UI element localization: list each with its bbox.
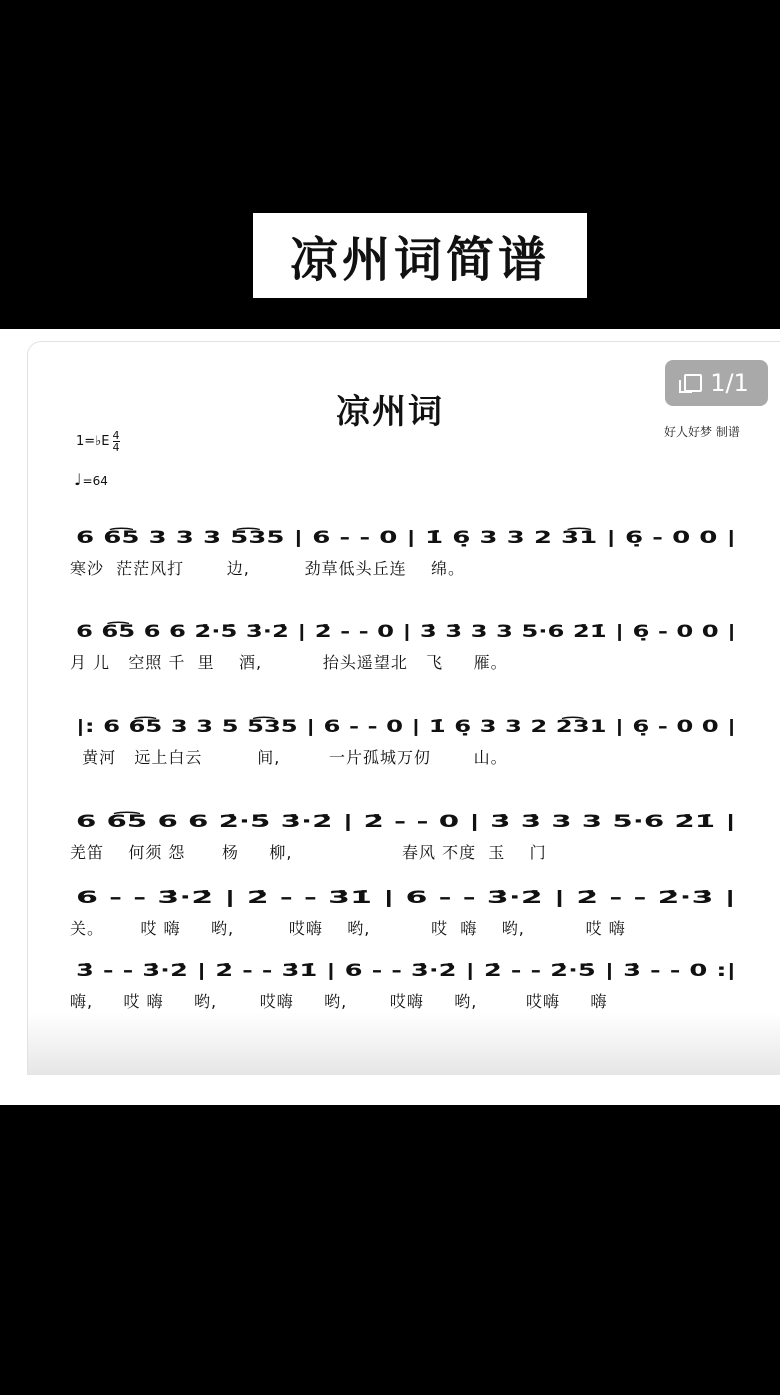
score-row-3 [70, 711, 750, 786]
notation-svg [70, 616, 750, 646]
score-maker: 好人好梦 制谱 [664, 425, 740, 439]
notation-line [70, 882, 750, 912]
score-row-4 [70, 806, 750, 881]
notation-line [70, 955, 750, 985]
key-signature [76, 430, 120, 453]
lyrics-line: 关。 哎 嗨 哟, 哎嗨 哟, 哎 嗨 哟, 哎 嗨 [70, 919, 626, 938]
notation-svg [70, 882, 750, 912]
notation-text: 6 6͡5 3 3 3 5͡35 | 6 - - 0 | 1̇ 6̣ 3 3 2 3͡1 | 6̣ - 0 0 | [76, 528, 507, 548]
notation-line [70, 711, 750, 741]
time-signature [113, 430, 120, 453]
notation-svg [70, 711, 750, 741]
sheet-music-image [0, 329, 780, 1105]
key-prefix: 1=♭E [76, 434, 110, 449]
notation-line [70, 522, 750, 552]
score-row-1 [70, 522, 750, 597]
time-bottom: 4 [112, 441, 120, 454]
notation-svg [70, 955, 750, 985]
banner-title: 凉州词简谱 [289, 232, 550, 288]
notation-svg [70, 806, 750, 836]
lyrics-line: 羌笛 何须 怨 杨 柳, 春风 不度 玉 门 [70, 843, 547, 862]
time-top: 4 [112, 429, 120, 442]
lyrics-line: 黄河 远上白云 间, 一片孤城万仞 山。 [70, 748, 508, 767]
score-row-2 [70, 616, 750, 691]
notation-text: 6 6͡5 6 6 2̇·5̇ 3̇·2̇ | 2̇ - - 0 | 3̇ 3̇ 3 3 5·6 2̇1̇ | [76, 812, 460, 832]
title-banner [253, 213, 587, 298]
lyrics-line: 寒沙 茫茫风打 边, 劲草低头丘连 绵。 [70, 559, 465, 578]
score-row-6 [70, 955, 750, 1030]
tempo-mark [74, 470, 108, 489]
page-count-label: 1/1 [710, 369, 749, 397]
notation-text: 6 - - 3̇·2̇ | 2̇ - - 3̇1̇ | 6 - - 3̇·2̇ | 2̇ - - 2̇·3̇ | [76, 888, 736, 908]
notation-text: |: 6 6͡5 3 3 5 5͡35 | 6 - - 0 | 1̇ 6̣ 3 3 2 2͡31 | 6̣ - 0 0 | [76, 717, 538, 737]
notation-line [70, 616, 750, 646]
notation-text: 6 6͡5 6 6 2̇·5̇ 3̇·2̇ | 2̇ - - 0 | 3̇ 3̇ 3 3 5·6 2̇1̇ | 6̣ - 0 0 | [76, 622, 538, 642]
song-title: 凉州词 [336, 392, 444, 432]
notation-line [70, 806, 750, 836]
lyrics-line: 月 儿 空照 千 里 酒, 抬头遥望北 飞 雁。 [70, 653, 508, 672]
notation-svg [70, 522, 750, 552]
tempo-value: =64 [82, 474, 108, 488]
lyrics-line: 嗨, 哎 嗨 哟, 哎嗨 哟, 哎嗨 哟, 哎嗨 嗨 [70, 992, 608, 1011]
notation-text: 3̇ - - 3̇·2̇ | 2̇ - - 3̇1̇ | 6 - - 3̇·2̇ | 2̇ - - 2̇·5̇ | 3̇ - - 0 :| [76, 961, 736, 981]
score-row-5 [70, 882, 750, 957]
quarter-note-icon: ♩ [74, 470, 82, 489]
